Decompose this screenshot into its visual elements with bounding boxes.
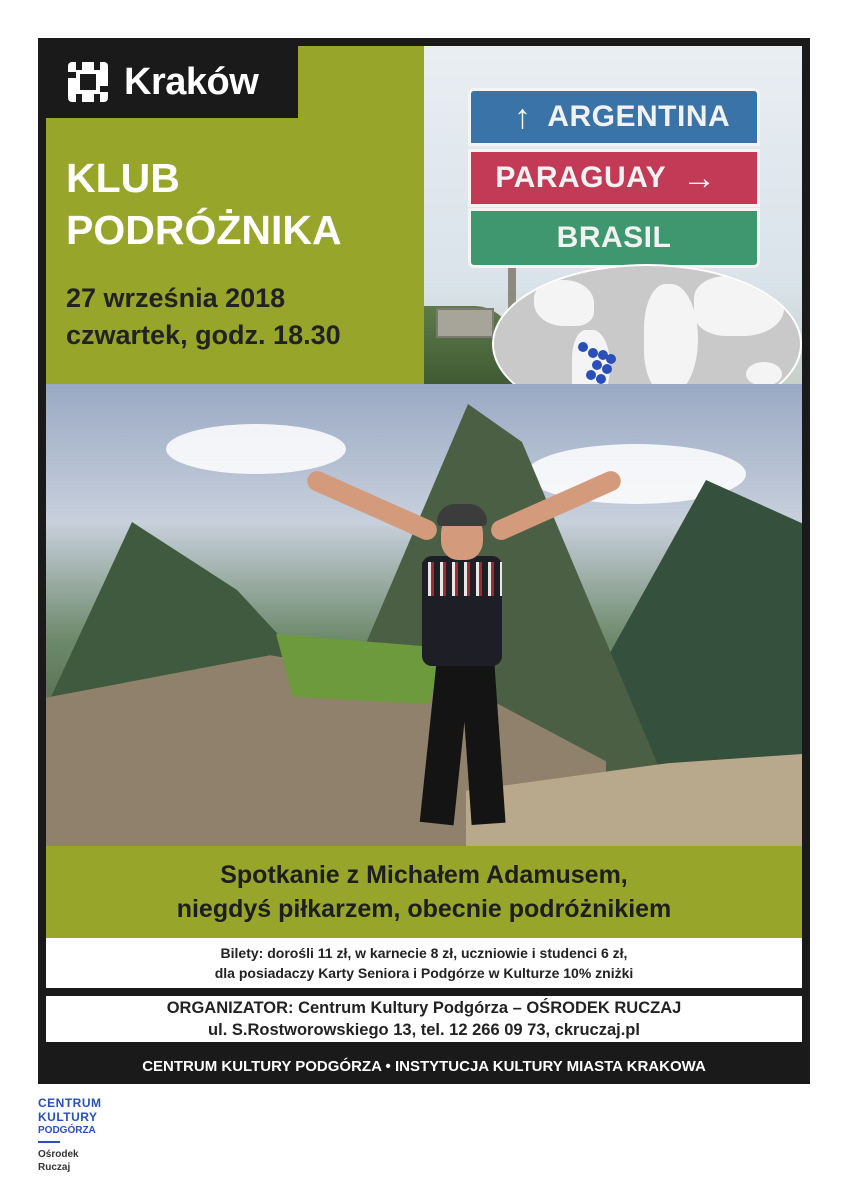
- ck-logo-rule: [38, 1141, 60, 1143]
- land-europe-africa: [644, 284, 698, 394]
- sign-paraguay: [468, 149, 760, 207]
- traveler-hat: [437, 504, 487, 526]
- visit-marker: [588, 348, 598, 358]
- meeting-line2: niegdyś piłkarzem, obecnie podróżnikiem: [176, 895, 672, 923]
- traveler: [296, 504, 626, 844]
- arrow-right-icon: →: [682, 158, 717, 197]
- event-date: [66, 280, 341, 354]
- visit-marker: [606, 354, 616, 364]
- traveler-arm-left: [304, 468, 440, 543]
- sign-brasil: [468, 208, 760, 268]
- sweater-pattern: [422, 562, 502, 596]
- ck-logo-sub1: Ośrodek: [38, 1149, 79, 1160]
- ck-logo-sub2: Ruczaj: [38, 1162, 71, 1173]
- organizer-info: [46, 996, 802, 1042]
- sign-brasil-label: BRASIL: [556, 221, 672, 254]
- ck-podgorza-logo: [38, 1096, 128, 1174]
- event-title-line2: PODRÓŻNIKA: [66, 207, 342, 253]
- tickets-line1: Bilety: dorośli 11 zł, w karnecie 8 zł, uczniowie i studenci 6 zł,: [220, 945, 628, 961]
- ck-logo-line1: CENTRUM: [38, 1096, 102, 1110]
- ck-logo-line2: KULTURY: [38, 1110, 98, 1124]
- tickets-line2: dla posiadaczy Karty Seniora i Podgórze w Kulturze 10% zniżki: [214, 965, 634, 981]
- footer-text: CENTRUM KULTURY PODGÓRZA • INSTYTUCJA KULTURY MIASTA KRAKOWA: [142, 1057, 706, 1075]
- building: [436, 308, 494, 338]
- land-australia: [746, 362, 782, 386]
- organizer-line2: ul. S.Rostworowskiego 13, tel. 12 266 09 73, ckruczaj.pl: [208, 1021, 640, 1039]
- event-date-line1: 27 września 2018: [66, 283, 286, 313]
- sign-paraguay-label: PARAGUAY: [495, 161, 667, 194]
- visit-marker: [586, 370, 596, 380]
- visit-marker: [592, 360, 602, 370]
- meeting-band: [46, 846, 802, 938]
- krakow-logo-icon: [66, 60, 110, 104]
- traveler-leg-right: [460, 663, 505, 825]
- event-title: [66, 152, 342, 256]
- arrow-up-icon: ↑: [513, 97, 532, 136]
- tickets-info: [46, 938, 802, 988]
- event-title-line1: KLUB: [66, 155, 180, 201]
- meeting-line1: Spotkanie z Michałem Adamusem,: [220, 861, 628, 889]
- cloud: [166, 424, 346, 474]
- ck-logo-line3: PODGÓRZA: [38, 1125, 96, 1136]
- visit-marker: [596, 374, 606, 384]
- visit-marker: [578, 342, 588, 352]
- organizer-line1: ORGANIZATOR: Centrum Kultury Podgórza – OŚRODEK RUCZAJ: [166, 999, 682, 1017]
- brand-bar: [46, 46, 298, 118]
- visit-marker: [602, 364, 612, 374]
- machu-picchu-photo: [46, 384, 802, 846]
- land-north-america: [534, 280, 594, 326]
- brand-name: Kraków: [124, 60, 259, 103]
- event-date-line2: czwartek, godz. 18.30: [66, 320, 341, 350]
- sign-argentina: [468, 88, 760, 146]
- sign-argentina-label: ARGENTINA: [547, 100, 731, 133]
